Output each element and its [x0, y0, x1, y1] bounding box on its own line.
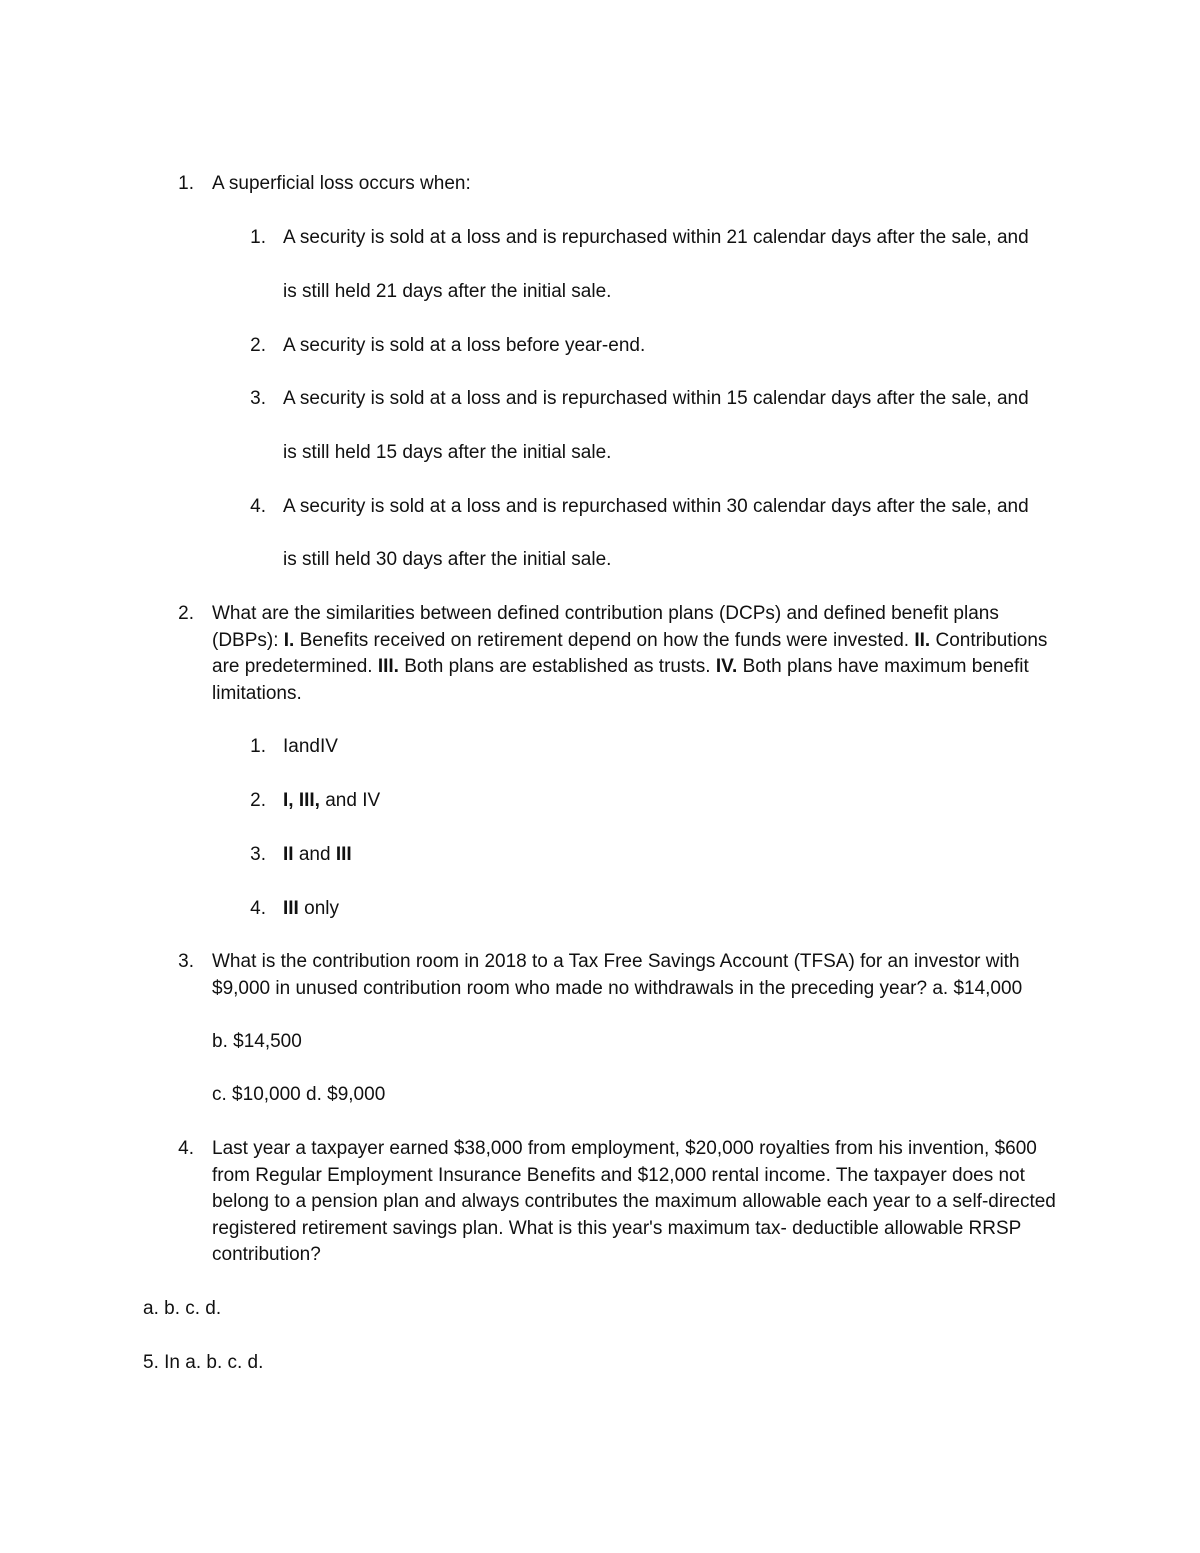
q3-stem: What is the contribution room in 2018 to a Tax Free Savings Account (TFSA) for an investor with $9,000 in unused contribution room who made no withdrawals in the preceding year? a. $14,000 [212, 951, 1023, 999]
q3-number: 3. [178, 951, 194, 972]
q2-roman-iii-label: III. [377, 656, 399, 677]
q3-options-cd: c. $10,000 d. $9,000 [212, 1084, 386, 1105]
q2-option-4-bold: III [283, 898, 299, 919]
q4-stem: Last year a taxpayer earned $38,000 from employment, $20,000 royalties from his invention, $600 from Regular Employment Insurance Benefits and $12,000 rental income. The taxpayer does not belong to a pension plan and always contributes the maximum allowable each year to a self-directed registered retirement savings plan. What is this year's maximum tax- deductible allowable RRSP contribution? [212, 1138, 1056, 1265]
q1-option-4-line1: A security is sold at a loss and is repurchased within 30 calendar days after the sale, and [283, 496, 1029, 517]
q2-roman-i-text: Benefits received on retirement depend on how the funds were invested. [299, 629, 910, 651]
q2-roman-iv-text: Both plans have maximum benefit limitations. [212, 656, 1029, 704]
q2-roman-iii-text: Both plans are established as trusts. [404, 656, 711, 677]
q4-answers: a. b. c. d. [143, 1298, 222, 1319]
q1-option-1-line1: A security is sold at a loss and is repurchased within 21 calendar days after the sale, and [283, 227, 1029, 248]
q1-option-1-line2: is still held 21 days after the initial sale. [283, 281, 612, 302]
q1-option-4-number: 4. [250, 496, 266, 517]
q4-number: 4. [178, 1138, 194, 1159]
q2-stem [212, 601, 1052, 707]
q2-option-3-bold: II [283, 844, 294, 865]
q2-option-4 [283, 896, 339, 922]
q1-option-3-line2: is still held 15 days after the initial sale. [283, 442, 612, 463]
q2-roman-ii-label: II. [914, 629, 931, 651]
q2-option-3 [283, 842, 352, 868]
q1-option-2-number: 2. [250, 335, 266, 356]
q2-option-4-rest: only [298, 898, 339, 919]
q2-option-1: IandIV [283, 736, 338, 757]
q2-option-4-number: 4. [250, 898, 266, 919]
q2-roman-ii-text: Contributions are predetermined. [212, 629, 1048, 677]
q1-stem: A superficial loss occurs when: [212, 173, 471, 194]
q1-option-1-number: 1. [250, 227, 266, 248]
q2-option-1-number: 1. [250, 736, 266, 757]
q2-roman-iv-label: IV. [715, 656, 738, 677]
q3-option-b: b. $14,500 [212, 1031, 302, 1052]
q2-option-2-rest: and IV [319, 790, 381, 811]
q2-stem-intro: What are the similarities between defined contribution plans (DCPs) and defined benefit plans (DBPs): [212, 603, 999, 651]
q1-option-2-line1: A security is sold at a loss before year-end. [283, 335, 646, 356]
q2-option-2-bold: I, III, [283, 790, 320, 811]
q5-text: 5. In a. b. c. d. [143, 1352, 264, 1373]
q2-option-3-bold2: III [335, 844, 352, 865]
q1-number: 1. [178, 173, 194, 194]
q2-roman-i-label: I. [283, 629, 295, 651]
q2-number: 2. [178, 603, 194, 624]
q1-option-4-line2: is still held 30 days after the initial sale. [283, 549, 612, 570]
q2-option-3-mid: and [293, 844, 336, 865]
q2-option-2-number: 2. [250, 790, 266, 811]
q1-option-3-line1: A security is sold at a loss and is repurchased within 15 calendar days after the sale, and [283, 388, 1029, 409]
q2-option-2 [283, 788, 380, 814]
q2-option-3-number: 3. [250, 844, 266, 865]
q1-option-3-number: 3. [250, 388, 266, 409]
